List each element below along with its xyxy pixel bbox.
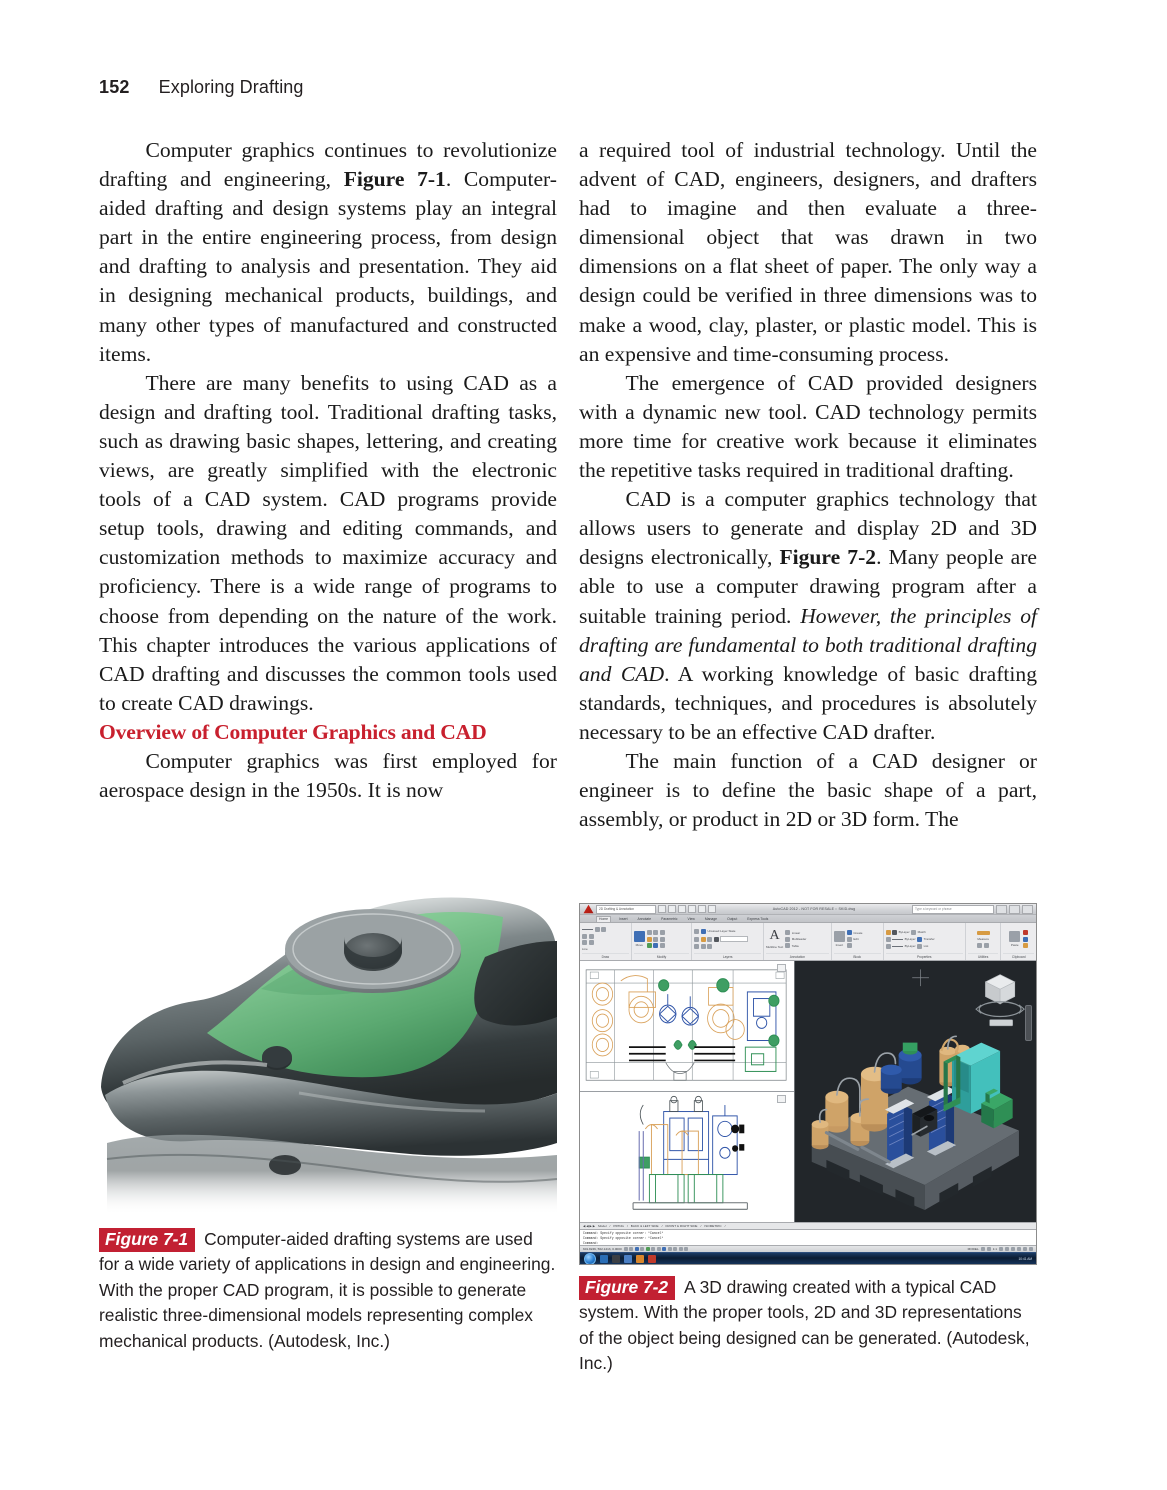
para-text: . Many people are able to use a computer drawing program after a suitable training period. — [579, 545, 1037, 628]
qat-new-icon[interactable] — [658, 905, 666, 913]
ribbon-panel-utilities — [966, 923, 1002, 960]
polar-toggle-icon[interactable] — [640, 1247, 644, 1251]
autocad-window — [580, 904, 1036, 1264]
minimize-icon[interactable] — [996, 905, 1007, 914]
layout-tab-front-right-side[interactable]: FRONT & RIGHT SIDE — [665, 1224, 698, 1229]
figure-7-2 — [579, 903, 1037, 1377]
search-placeholder: Type a keyword or phrase — [915, 907, 952, 911]
line-tool-icon[interactable] — [582, 929, 593, 930]
dyn-toggle-icon[interactable] — [662, 1247, 666, 1251]
window-controls — [996, 905, 1033, 914]
properties-list-icon[interactable] — [886, 930, 891, 935]
windows-taskbar — [580, 1252, 1036, 1264]
transparency-toggle-icon[interactable] — [673, 1247, 677, 1251]
start-button-icon[interactable] — [584, 1253, 596, 1265]
ribbon-tab-manage[interactable]: Manage — [704, 916, 718, 921]
qat-redo-icon[interactable] — [708, 905, 716, 913]
paragraph-left-1 — [99, 136, 557, 369]
lineweight-bylayer-label: ByLayer — [904, 944, 916, 949]
trim-tool-icon[interactable] — [653, 930, 658, 935]
ribbon-tab-output[interactable]: Output — [727, 916, 738, 921]
lwt-toggle-icon[interactable] — [668, 1247, 672, 1251]
ribbon-panel-utilities-label: Utilities — [968, 953, 999, 960]
hardware-accel-icon[interactable] — [1017, 1247, 1021, 1251]
viewport-control-box-top[interactable] — [777, 964, 786, 972]
layout-nav-icons[interactable]: ◀ ◀ ▶ ▶ — [583, 1224, 596, 1229]
lineweight-icon[interactable] — [886, 944, 891, 949]
ribbon-panel-utilities-body — [968, 925, 999, 953]
modify-move-label: Move — [635, 943, 643, 948]
workspace-switch-icon[interactable] — [1005, 1247, 1009, 1251]
stretch-tool-icon[interactable] — [647, 943, 652, 948]
ribbon-panel-annotation — [764, 923, 832, 960]
paragraph-left-3: Computer graphics was first employed for aerospace design in the 1950s. It is now — [99, 748, 557, 803]
viewport-3d-model[interactable] — [795, 961, 1036, 1223]
layer-properties-icon[interactable] — [694, 929, 699, 934]
plan-view-drawing — [580, 961, 794, 1091]
viewport-elevation-view[interactable] — [580, 1092, 794, 1222]
figure-7-1-caption — [99, 1227, 557, 1354]
close-icon[interactable] — [1022, 905, 1033, 914]
block-edit-label: Edit — [853, 937, 859, 942]
hatch-tool-icon[interactable] — [582, 940, 587, 945]
para-text: . A working knowledge of basic drafting standards, techniques, and procedures is absolutely necessary to be an effective CAD drafter. — [579, 661, 1037, 744]
qp-toggle-icon[interactable] — [679, 1247, 683, 1251]
osnap-toggle-icon[interactable] — [646, 1247, 650, 1251]
measure-label: Measure — [977, 936, 989, 941]
ribbon — [580, 923, 1036, 961]
figure-7-1-badge: Figure 7-1 — [99, 1228, 195, 1252]
sep3: / — [661, 1224, 663, 1229]
figure-reference: Figure 7-1 — [343, 167, 446, 192]
document-title: AutoCAD 2012 - NOT FOR RESALE :: SKID.dwg — [772, 907, 856, 911]
ribbon-tab-strip — [580, 915, 1036, 923]
ribbon-panel-annotation-body — [766, 925, 829, 953]
layer-merge-icon[interactable] — [707, 944, 712, 949]
figure-7-1-caption-text: Computer-aided drafting systems are used for a wide variety of applications in design and engineering. With the proper CAD program, it is possible to generate realistic three-dimensional models representing complex mechanical products. (Autodesk, Inc.) — [99, 1229, 556, 1351]
array-tool-icon[interactable] — [660, 937, 665, 942]
match-properties-icon[interactable] — [911, 930, 916, 935]
table-icon[interactable] — [785, 943, 790, 948]
command-line-1: Command: Specify opposite corner: *Cancel* — [583, 1230, 664, 1235]
paste-label: Paste — [1010, 943, 1019, 948]
taskbar-app-2-icon[interactable] — [612, 1255, 620, 1263]
ribbon-panel-properties-body — [886, 925, 963, 953]
qat-save-icon[interactable] — [678, 905, 686, 913]
explode-tool-icon[interactable] — [660, 943, 665, 948]
layer-lock-icon[interactable] — [707, 937, 712, 942]
figure-7-2-image — [579, 903, 1037, 1265]
ribbon-panel-block-label: Block — [834, 953, 881, 960]
right-column — [579, 136, 1037, 834]
scale-tool-icon[interactable] — [653, 937, 658, 942]
ribbon-tab-home[interactable]: Home — [596, 916, 611, 922]
para-text: . Computer-aided drafting and design systems play an integral part in the entire engineering process, from design and drafting to analysis and presentation. They aid in designing mechanical products, buildings, and many other types of manufactured and constructed items. — [99, 167, 557, 366]
ribbon-panel-draw-label: Draw — [582, 953, 629, 960]
ribbon-panel-annotation-label: Annotation — [766, 953, 829, 960]
annotation-table-label: Table — [791, 943, 799, 948]
linear-dimension-icon[interactable] — [785, 930, 790, 935]
annotation-mtext-label: Multiline Text — [765, 944, 784, 949]
ribbon-panel-clipboard-label: Clipboard — [1003, 953, 1034, 960]
figure-7-2-caption-text: A 3D drawing created with a typical CAD system. With the proper tools, 2D and 3D representations of the object being designed can be generated. (Autodesk, Inc.) — [579, 1277, 1030, 1374]
layer-off-icon[interactable] — [701, 944, 706, 949]
ribbon-panel-block-body — [834, 925, 881, 953]
ribbon-panel-modify-body — [634, 925, 690, 953]
polyline-tool-icon[interactable] — [595, 927, 600, 932]
layer-state-label: Unsaved Layer State — [707, 929, 736, 934]
viewport-2d-container — [580, 961, 795, 1223]
taskbar-autocad-icon[interactable] — [648, 1255, 656, 1263]
cut-icon[interactable] — [1023, 930, 1028, 935]
layout-tab-piping[interactable]: PIPING — [613, 1224, 624, 1229]
color-swatch[interactable] — [892, 930, 897, 935]
cad-workspace — [580, 961, 1036, 1223]
qat-open-icon[interactable] — [668, 905, 676, 913]
ribbon-panel-properties-label: Properties — [886, 953, 963, 960]
ribbon-tab-view[interactable]: View — [687, 916, 695, 921]
workspace-selector[interactable] — [596, 905, 656, 914]
transfer-label: Transfer — [923, 937, 935, 942]
layer-color-swatch[interactable] — [714, 937, 719, 942]
create-block-icon[interactable] — [847, 930, 852, 935]
reflection-hole — [269, 1155, 301, 1175]
clean-screen-icon[interactable] — [1029, 1247, 1033, 1251]
mirror-tool-icon[interactable] — [660, 930, 665, 935]
ducs-toggle-icon[interactable] — [657, 1247, 661, 1251]
sep4: / — [700, 1224, 702, 1229]
block-insert-label: Insert — [835, 943, 844, 948]
layout-tab-isometric[interactable]: ISOMETRIC — [704, 1224, 722, 1229]
qat-plot-icon[interactable] — [688, 905, 696, 913]
insert-block-icon[interactable] — [834, 931, 845, 942]
model-space-indicator[interactable]: MODEL — [967, 1246, 979, 1251]
paragraph-right-1: a required tool of industrial technology. Until the advent of CAD, engineers, designers, and drafters had to imagine and then evaluate a three-dimensional object that was drawn in two dimensions on a flat sheet of paper. The only way a design could be verified in three dimensions was to make a wood, clay, plaster, or plastic model. This is an expensive and time-consuming process. — [579, 138, 1037, 366]
layer-dropdown[interactable] — [720, 936, 748, 943]
help-search-input[interactable] — [912, 905, 994, 914]
layer-freeze-icon[interactable] — [701, 937, 706, 942]
workspace-label: 2D Drafting & Annotation — [599, 907, 635, 911]
ortho-toggle-icon[interactable] — [635, 1247, 639, 1251]
sep2: / — [626, 1224, 628, 1229]
paste-icon[interactable] — [1009, 931, 1020, 942]
ribbon-panel-layers-body — [694, 925, 761, 953]
viewport-control-box-bottom[interactable] — [777, 1095, 786, 1103]
snap-toggle-icon[interactable] — [624, 1247, 628, 1251]
figure-7-1-image — [99, 897, 557, 1217]
status-bar — [580, 1245, 1036, 1252]
navigation-bar[interactable] — [1025, 1005, 1032, 1041]
ribbon-panel-clipboard — [1001, 923, 1036, 960]
block-create-label: Create — [853, 930, 863, 935]
ribbon-panel-draw — [580, 923, 632, 960]
ribbon-panel-draw-body — [582, 925, 629, 953]
running-head — [99, 77, 304, 98]
ribbon-panel-properties — [884, 923, 966, 960]
emphasis-text: However, the principles of drafting are fundamental to both traditional drafting and CAD — [579, 603, 1037, 686]
figure-7-2-badge: Figure 7-2 — [579, 1276, 675, 1300]
layer-state-icon[interactable] — [701, 929, 706, 934]
multiline-text-icon[interactable]: A — [769, 928, 780, 944]
rectangle-tool-icon[interactable] — [589, 934, 594, 939]
match-prop-clip-icon[interactable] — [1023, 943, 1028, 948]
ribbon-panel-clipboard-body — [1003, 925, 1034, 953]
annotation-linear-label: Linear — [791, 930, 801, 935]
taskbar-app-1-icon[interactable] — [600, 1255, 608, 1263]
linetype-preview — [892, 939, 903, 940]
layout-tab-back-left-side[interactable]: BACK & LEFT SIDE — [630, 1224, 659, 1229]
grid-toggle-icon[interactable] — [629, 1247, 633, 1251]
transfer-icon[interactable] — [917, 937, 922, 942]
ribbon-tab-annotate[interactable]: Annotate — [637, 916, 652, 921]
draw-line-label: Line — [582, 946, 588, 951]
fillet-tool-icon[interactable] — [653, 943, 658, 948]
annotation-multileader-label: Multileader — [791, 937, 807, 942]
isometric-model-drawing — [795, 961, 1036, 1223]
para-text: Computer graphics continues to revolutionize drafting and engineering, — [99, 138, 557, 192]
viewport-plan-view[interactable] — [580, 961, 794, 1092]
purge-icon[interactable] — [984, 943, 989, 948]
command-line-3: Command: — [583, 1240, 599, 1245]
color-bylayer-label: ByLayer — [898, 930, 910, 935]
ellipse-tool-icon[interactable] — [589, 940, 594, 945]
copy-tool-icon[interactable] — [647, 937, 652, 942]
taskbar-app-3-icon[interactable] — [624, 1255, 632, 1263]
page-number: 152 — [99, 77, 130, 97]
paperspace-icon[interactable] — [987, 1247, 991, 1251]
figure-7-2-caption — [579, 1275, 1037, 1377]
list-icon[interactable] — [917, 944, 922, 949]
taskbar-app-4-icon[interactable] — [636, 1255, 644, 1263]
edit-block-icon[interactable] — [847, 937, 852, 942]
move-tool-icon[interactable] — [634, 931, 645, 942]
paragraph-right-2: The emergence of CAD provided designers with a dynamic new tool. CAD technology permits more time for creative work because it eliminates the repetitive tasks required in traditional drafting. — [579, 370, 1037, 483]
sc-toggle-icon[interactable] — [684, 1247, 688, 1251]
elevation-view-drawing — [580, 1092, 794, 1222]
coordinate-readout[interactable]: 601.8246, 562.1413, 0.0000 — [583, 1246, 622, 1251]
isolate-objects-icon[interactable] — [1023, 1247, 1027, 1251]
taskbar-clock[interactable]: 10:41 AM — [1018, 1256, 1032, 1261]
ribbon-panel-modify — [632, 923, 693, 960]
lock-toolbars-icon[interactable] — [1011, 1247, 1015, 1251]
layout-tab-model[interactable]: Model — [598, 1224, 607, 1229]
sep5: / — [724, 1224, 726, 1229]
book-title: Exploring Drafting — [158, 77, 304, 97]
paragraph-right-3 — [579, 485, 1037, 747]
paragraph-left-2: There are many benefits to using CAD as a design and drafting tool. Traditional drafting tasks, such as drawing basic shapes, lettering, and creating views, are greatly simplified with the electronic tools of a CAD system. CAD programs provide setup tools, drawing and editing commands, and customization methods to maximize accuracy and proficiency. There is a wide range of programs to choose from depending on the nature of the work. This chapter introduces the various applications of CAD drafting and discusses the common tools used to create CAD drawings. — [99, 370, 557, 715]
annotation-scale[interactable]: 1:1 — [992, 1246, 997, 1251]
maximize-icon[interactable] — [1009, 905, 1020, 914]
ribbon-panel-layers-label: Layers — [694, 953, 761, 960]
paragraph-right-4: The main function of a CAD designer or engineer is to define the basic shape of a part, assembly, or product in 2D or 3D form. The — [579, 748, 1037, 832]
block-attributes-icon[interactable] — [847, 943, 852, 948]
ribbon-panel-modify-label: Modify — [634, 953, 690, 960]
autocad-logo-icon[interactable] — [583, 904, 594, 914]
ribbon-panel-block — [832, 923, 884, 960]
lineweight-preview — [892, 946, 903, 947]
ribbon-tab-insert[interactable]: Insert — [619, 916, 628, 921]
measure-icon[interactable] — [977, 931, 990, 935]
sep1: / — [609, 1224, 611, 1229]
ribbon-tab-express-tools[interactable]: Express Tools — [747, 916, 769, 921]
match-label: Match — [917, 930, 926, 935]
drafting-toggles — [624, 1247, 689, 1251]
otrack-toggle-icon[interactable] — [651, 1247, 655, 1251]
qat-undo-icon[interactable] — [698, 905, 706, 913]
ribbon-panel-layers — [692, 923, 764, 960]
linetype-bylayer-label: ByLayer — [904, 937, 916, 942]
multileader-icon[interactable] — [785, 937, 790, 942]
rotate-tool-icon[interactable] — [647, 930, 652, 935]
figure-reference: Figure 7-2 — [779, 545, 877, 570]
list-label: List — [923, 944, 929, 949]
command-line-2: Command: Specify opposite corner: *Cancel* — [583, 1235, 664, 1240]
layer-on-icon[interactable] — [694, 937, 699, 942]
figure-7-1 — [99, 897, 557, 1354]
copy-clip-icon[interactable] — [1023, 937, 1028, 942]
linetype-icon[interactable] — [886, 937, 891, 942]
circle-tool-icon[interactable] — [582, 934, 587, 939]
para-text: CAD is a computer graphics technology that allows users to generate and display 2D and 3D designs electronically, — [579, 487, 1037, 570]
quick-select-icon[interactable] — [977, 943, 982, 948]
cad-titlebar — [580, 904, 1036, 915]
annotation-visibility-icon[interactable] — [999, 1247, 1003, 1251]
left-column — [99, 136, 557, 805]
model-layout-icon[interactable] — [981, 1247, 985, 1251]
command-line[interactable] — [580, 1229, 1036, 1245]
arc-tool-icon[interactable] — [601, 927, 606, 932]
layer-isolate-icon[interactable] — [694, 944, 699, 949]
ribbon-tab-parametric[interactable]: Parametric — [661, 916, 678, 921]
section-heading: Overview of Computer Graphics and CAD — [99, 719, 487, 744]
mechanical-part-render — [99, 897, 557, 1217]
